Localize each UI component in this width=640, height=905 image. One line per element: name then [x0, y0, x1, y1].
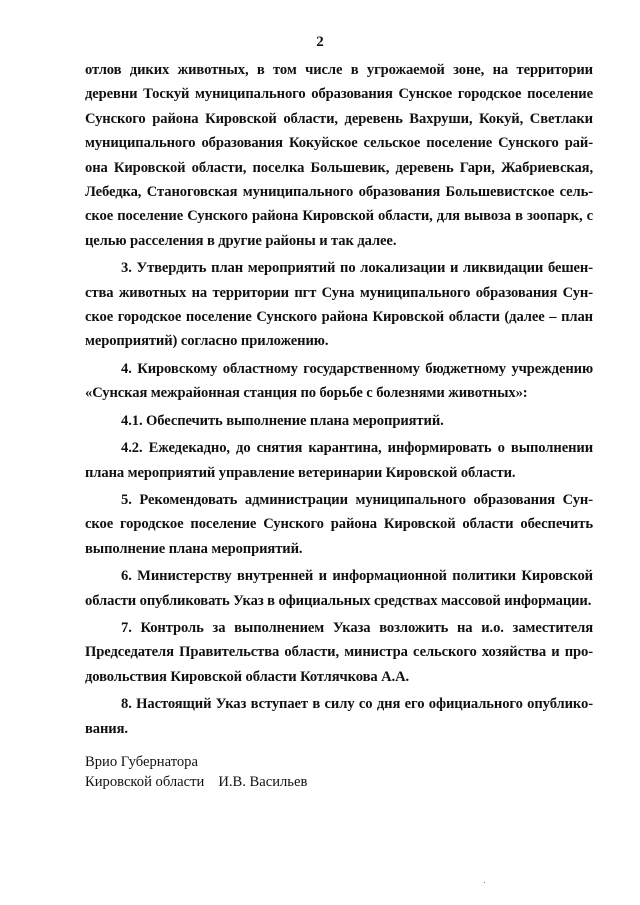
paragraph-line: деревни Тоскуй муниципального образования Сунское городское поселение	[85, 86, 593, 103]
paragraph-line: Председателя Правительства области, министра сельского хозяйства и про-	[85, 644, 593, 661]
paragraph	[85, 357, 593, 406]
paragraph-line: мероприятий) согласно приложению.	[85, 333, 329, 350]
document-body	[85, 58, 593, 744]
paragraph-line: 6. Министерству внутренней и информационной политики Кировской	[121, 568, 593, 585]
signature-title-line1: Врио Губернатора	[85, 754, 198, 770]
paragraph	[85, 58, 593, 253]
paragraph-line: 4.2. Ежедекадно, до снятия карантина, информировать о выполнении	[121, 440, 593, 457]
paragraph-line: области опубликовать Указ в официальных средствах массовой информации.	[85, 592, 592, 609]
paragraph-line: вания.	[85, 720, 128, 737]
paragraph-line: целью расселения в другие районы и так далее.	[85, 232, 397, 249]
paragraph-line: 4. Кировскому областному государственному бюджетному учреждению	[121, 360, 593, 377]
paragraph-line: ское поселение Сунского района Кировской области, для вывоза в зоопарк, с	[85, 208, 593, 225]
paragraph	[85, 564, 593, 613]
paragraph-line: ское городское поселение Сунского района Кировской области (далее – план	[85, 309, 593, 326]
signature-title-line2-row	[85, 772, 307, 792]
paragraph-line: Лебедка, Станоговская муниципального образования Большевистское сель-	[85, 184, 593, 201]
paragraph	[85, 409, 593, 433]
signature-block	[85, 752, 307, 792]
paragraph-line: муниципального образования Кокуйское сельское поселение Сунского рай-	[85, 135, 593, 152]
signature-name: И.В. Васильев	[218, 774, 308, 790]
paragraph-line: плана мероприятий управление ветеринарии Кировской области.	[85, 464, 516, 481]
page-number: 2	[316, 34, 324, 50]
paragraph-line: она Кировской области, поселка Большевик, деревень Гари, Жабриевская,	[85, 159, 593, 176]
paragraph-line: 7. Контроль за выполнением Указа возложить на и.о. заместителя	[121, 619, 593, 636]
paragraph-line: ства животных на территории пгт Суна муниципального образования Сун-	[85, 284, 593, 301]
paragraph	[85, 256, 593, 354]
paragraph-line: 8. Настоящий Указ вступает в силу со дня его официального опублико-	[121, 696, 593, 713]
paragraph-line: довольствия Кировской области Котлячкова А.А.	[85, 668, 410, 685]
paragraph-line: ское городское поселение Сунского района Кировской области обеспечить	[85, 516, 593, 533]
signature-title-line2: Кировской области	[85, 774, 205, 790]
paragraph	[85, 692, 593, 741]
paragraph	[85, 436, 593, 485]
paragraph	[85, 488, 593, 561]
paragraph-line: выполнение плана мероприятий.	[85, 540, 303, 557]
scan-speck	[484, 882, 485, 883]
paragraph-line: отлов диких животных, в том числе в угрожаемой зоне, на территории	[85, 62, 593, 78]
paragraph-line: «Сунская межрайонная станция по борьбе с болезнями животных»:	[85, 385, 528, 402]
paragraph-line: 5. Рекомендовать администрации муниципального образования Сун-	[121, 491, 593, 508]
paragraph-line: Сунского района Кировской области, деревень Вахруши, Кокуй, Светлаки	[85, 110, 593, 127]
paragraph	[85, 616, 593, 689]
paragraph-line: 4.1. Обеспечить выполнение плана мероприятий.	[121, 412, 444, 429]
paragraph-line: 3. Утвердить план мероприятий по локализации и ликвидации бешен-	[121, 260, 593, 277]
